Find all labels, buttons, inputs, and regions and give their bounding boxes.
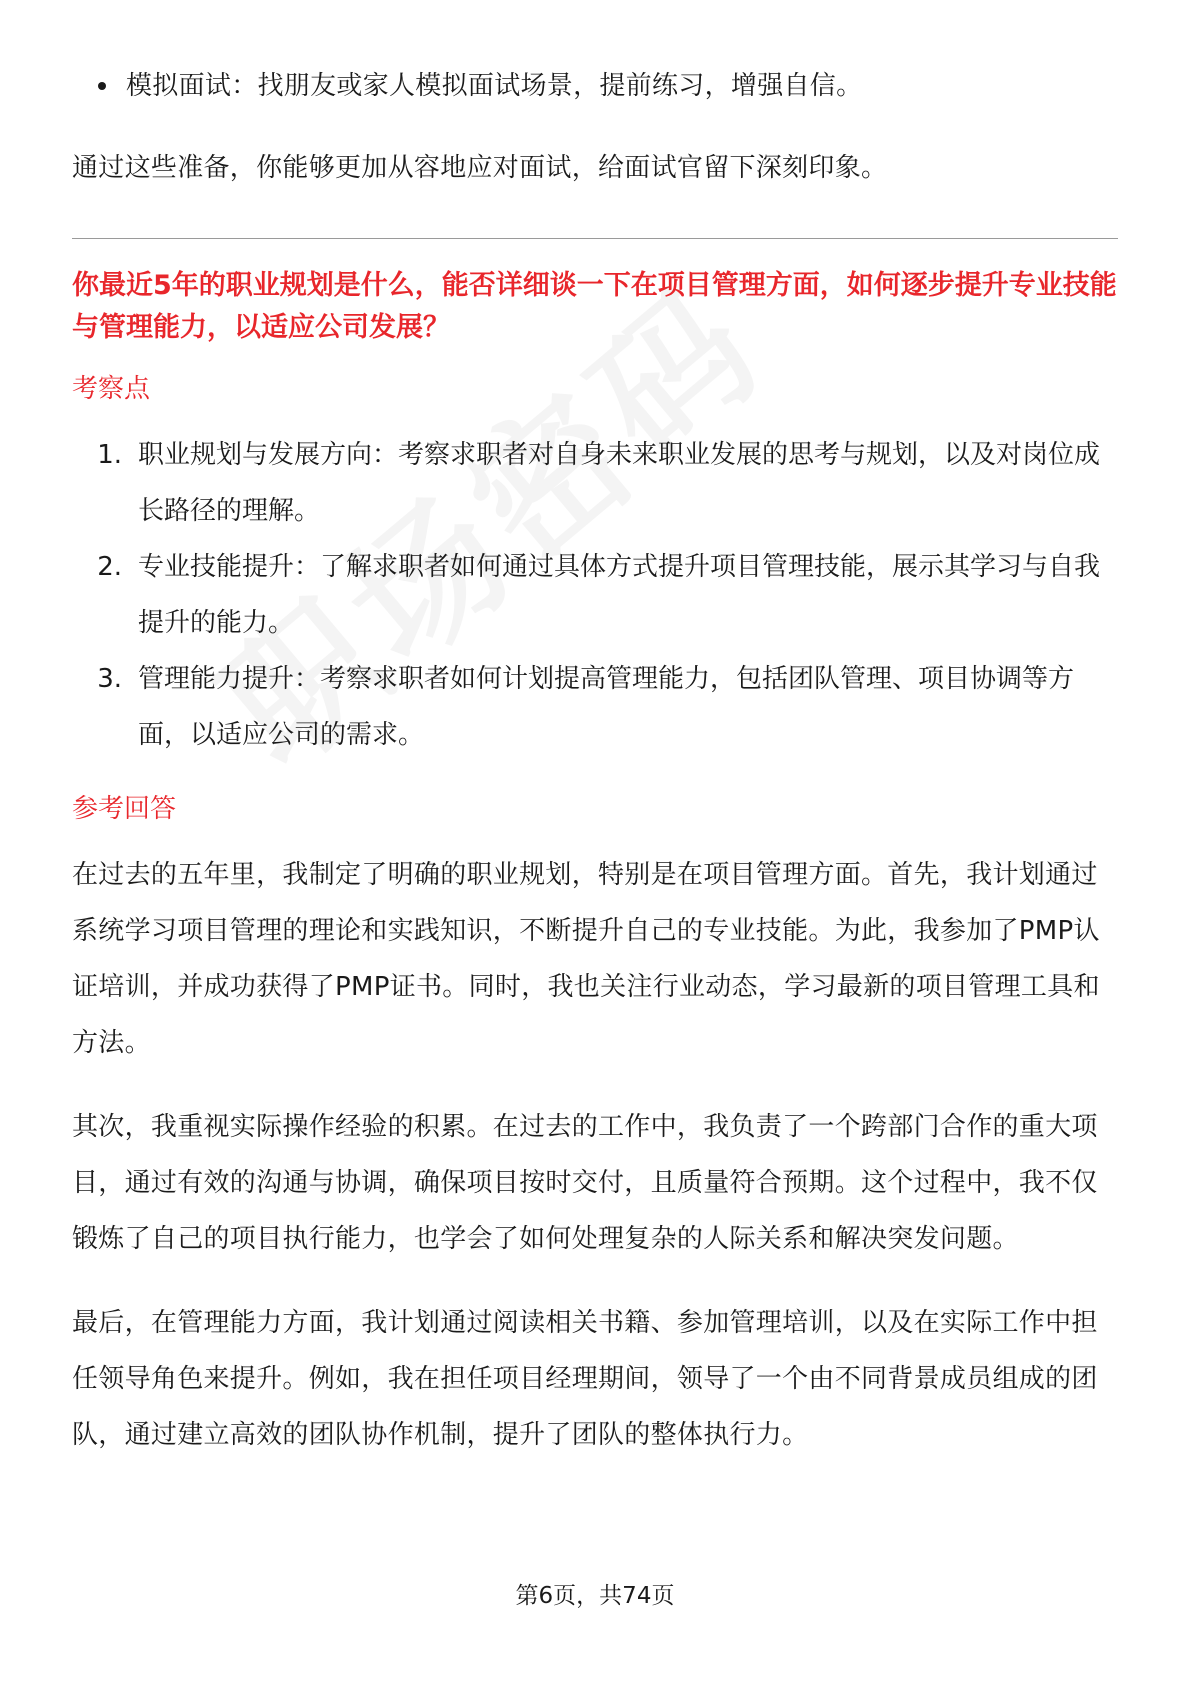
list-item	[72, 651, 1118, 763]
list-item	[72, 427, 1118, 539]
list-item-number: 2.	[97, 552, 122, 582]
list-item-text: 专业技能提升：了解求职者如何通过具体方式提升项目管理技能，展示其学习与自我提升的能力。	[138, 552, 1101, 638]
points-list	[72, 427, 1118, 763]
answer-paragraph: 在过去的五年里，我制定了明确的职业规划，特别是在项目管理方面。首先，我计划通过系统学习项目管理的理论和实践知识，不断提升自己的专业技能。为此，我参加了PMP认证培训，并成功获得了PMP证书。同时，我也关注行业动态，学习最新的项目管理工具和方法。	[72, 860, 1100, 1058]
answer-paragraph: 最后，在管理能力方面，我计划通过阅读相关书籍、参加管理培训，以及在实际工作中担任领导角色来提升。例如，我在担任项目经理期间，领导了一个由不同背景成员组成的团队，通过建立高效的团队协作机制，提升了团队的整体执行力。	[72, 1308, 1098, 1450]
points-heading: 考察点	[72, 374, 151, 404]
answer-heading: 参考回答	[72, 794, 177, 824]
question-title: 你最近5年的职业规划是什么，能否详细谈一下在项目管理方面，如何逐步提升专业技能与管理能力，以适应公司发展？	[72, 270, 1117, 343]
bullet-dot-icon	[98, 82, 106, 90]
answer-body	[72, 847, 1118, 1463]
list-item-number: 1.	[97, 440, 122, 470]
summary-paragraph: 通过这些准备，你能够更加从容地应对面试，给面试官留下深刻印象。	[72, 153, 888, 183]
bullet-text: 模拟面试：找朋友或家人模拟面试场景，提前练习，增强自信。	[126, 71, 863, 101]
list-item-text: 管理能力提升：考察求职者如何计划提高管理能力，包括团队管理、项目协调等方面，以适应公司的需求。	[138, 664, 1075, 750]
list-item	[72, 539, 1118, 651]
list-item-text: 职业规划与发展方向：考察求职者对自身未来职业发展的思考与规划，以及对岗位成长路径的理解。	[138, 440, 1101, 526]
page-number: 第6页，共74页	[515, 1583, 675, 1609]
list-item-number: 3.	[97, 664, 122, 694]
answer-paragraph: 其次，我重视实际操作经验的积累。在过去的工作中，我负责了一个跨部门合作的重大项目，通过有效的沟通与协调，确保项目按时交付，且质量符合预期。这个过程中，我不仅锻炼了自己的项目执行能力，也学会了如何处理复杂的人际关系和解决突发问题。	[72, 1112, 1098, 1254]
section-divider	[72, 238, 1118, 239]
bullet-item	[72, 58, 1118, 114]
page-content	[72, 58, 1118, 1491]
